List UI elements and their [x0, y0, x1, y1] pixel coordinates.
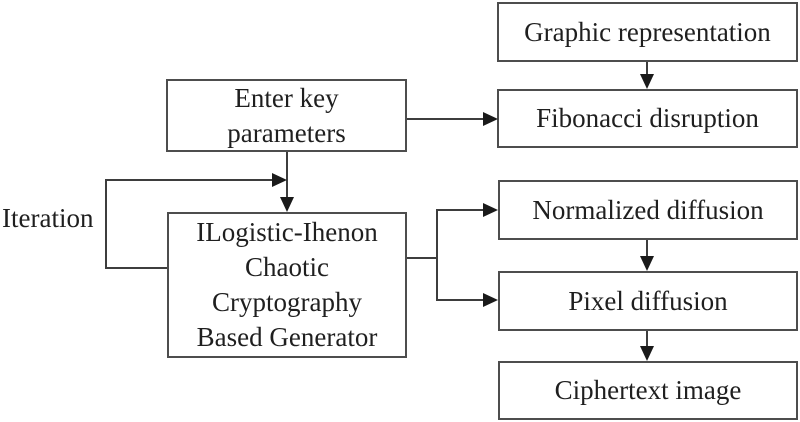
node-chaotic-generator: [167, 212, 407, 358]
connector-loop-left: [105, 179, 107, 269]
node-enter-key-parameters: [166, 79, 407, 152]
node-ciphertext-image: [498, 361, 798, 420]
node-label-line: ILogistic-Ihenon: [196, 217, 378, 247]
node-label: Graphic representation: [524, 16, 771, 47]
node-label: Ciphertext image: [554, 375, 742, 405]
arrowhead-down-icon: [640, 346, 654, 361]
arrowhead-right-icon: [272, 173, 287, 187]
arrowhead-right-icon: [483, 293, 498, 307]
arrowhead-down-icon: [280, 197, 294, 212]
connector-normalized-pixel: [646, 240, 648, 257]
arrowhead-down-icon: [640, 256, 654, 271]
arrowhead-right-icon: [483, 203, 498, 217]
arrowhead-down-icon: [640, 74, 654, 89]
iteration-label: Iteration: [2, 203, 94, 233]
node-label-line: Cryptography: [212, 287, 362, 317]
node-label-line: Chaotic: [245, 252, 329, 282]
node-label-line: parameters: [227, 117, 346, 148]
connector-pixel-ciphertext: [646, 331, 648, 347]
node-label: Pixel diffusion: [568, 285, 728, 316]
connector-enterkey-fibonacci: [407, 118, 484, 120]
connector-generator-branch: [407, 257, 438, 259]
node-graphic-representation: [497, 2, 798, 62]
connector-branch-pixel: [436, 299, 484, 301]
connector-branch-vertical: [436, 209, 438, 301]
node-label-line: Based Generator: [196, 322, 378, 352]
connector-loop-bottom: [105, 267, 167, 269]
node-label: Fibonacci disruption: [536, 103, 759, 133]
node-pixel-diffusion: [498, 271, 798, 331]
connector-branch-normalized: [436, 209, 484, 211]
node-label: Normalized diffusion: [532, 194, 764, 225]
node-fibonacci-disruption: [497, 89, 798, 148]
arrowhead-right-icon: [483, 112, 498, 126]
node-label-line: Enter key: [234, 82, 339, 113]
connector-loop-top: [105, 179, 273, 181]
node-normalized-diffusion: [498, 180, 798, 240]
